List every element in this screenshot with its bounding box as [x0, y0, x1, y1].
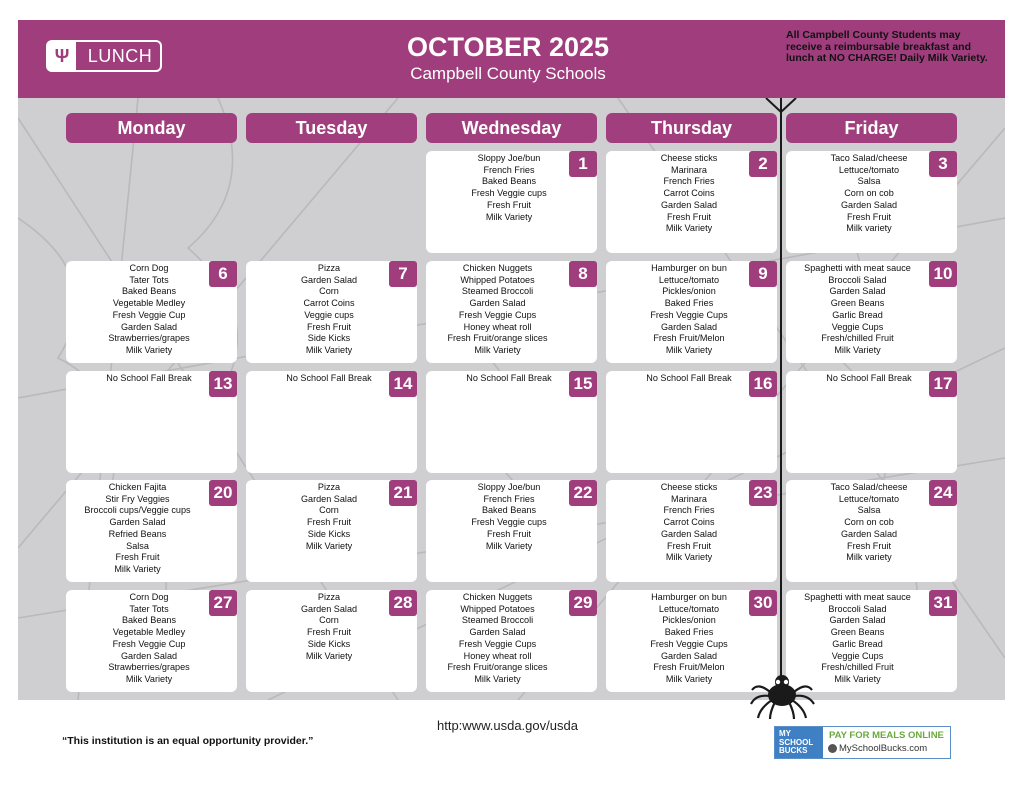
day-cell-monday	[66, 371, 237, 473]
menu-item: Carrot Coins	[663, 188, 715, 199]
day-cell-wednesday	[426, 480, 597, 582]
menu-list	[66, 263, 232, 357]
menu-item: Fresh Veggie Cups	[458, 309, 537, 320]
menu-item: Milk Variety	[665, 223, 713, 234]
menu-item: Spaghetti with meat sauce	[804, 592, 911, 602]
page-title: OCTOBER 2025	[406, 32, 610, 62]
menu-item: Tater Tots	[129, 603, 169, 614]
menu-item: Fresh Fruit/orange slices	[447, 333, 548, 344]
calendar-header	[18, 20, 1005, 98]
day-header-wednesday: Wednesday	[426, 113, 597, 143]
date-number: 7	[389, 261, 417, 287]
menu-item: Milk Variety	[125, 673, 173, 684]
menu-list	[786, 153, 952, 235]
menu-item: Garden Salad	[120, 650, 178, 661]
menu-item: Broccoli Salad	[828, 603, 887, 614]
menu-item: Veggie Cups	[831, 321, 884, 332]
date-number: 28	[389, 590, 417, 616]
menu-item: Garden Salad	[840, 528, 898, 539]
menu-item: Milk Variety	[474, 344, 521, 355]
day-cell-tuesday	[246, 261, 417, 363]
menu-item: Corn Dog	[129, 592, 169, 602]
menu-item: Garden Salad	[840, 199, 898, 210]
menu-item: Fresh Fruit/Melon	[653, 333, 725, 344]
menu-item: Baked Fries	[664, 298, 714, 309]
menu-list	[426, 263, 569, 357]
day-cell-tuesday	[246, 371, 417, 473]
menu-item: Milk Variety	[485, 211, 533, 222]
menu-item: Garden Salad	[469, 627, 526, 638]
menu-item: Strawberries/grapes	[108, 662, 190, 673]
myschoolbucks-badge[interactable]	[774, 726, 951, 759]
menu-item: Stir Fry Veggies	[105, 493, 170, 504]
menu-item: Side Kicks	[307, 333, 351, 344]
date-number: 8	[569, 261, 597, 287]
menu-item: Cheese sticks	[660, 153, 718, 163]
menu-item: Fresh Fruit	[847, 540, 891, 551]
menu-item: Fresh Veggie cups	[471, 517, 547, 528]
menu-item: Milk Variety	[125, 344, 173, 355]
menu-item: Refried Beans	[108, 528, 167, 539]
date-number: 27	[209, 590, 237, 616]
menu-item: Milk Variety	[665, 344, 713, 355]
date-number: 24	[929, 480, 957, 506]
menu-item: Green Beans	[830, 298, 885, 309]
menu-item: Taco Salad/cheese	[830, 482, 908, 492]
menu-item: Taco Salad/cheese	[830, 153, 908, 163]
day-cell-friday	[786, 480, 957, 582]
menu-item: Milk Variety	[474, 673, 521, 684]
date-number: 13	[209, 371, 237, 397]
menu-item: No School Fall Break	[286, 373, 372, 383]
day-header-thursday: Thursday	[606, 113, 777, 143]
menu-item: Garden Salad	[120, 321, 178, 332]
day-cell-thursday	[606, 261, 777, 363]
day-cell-friday	[786, 151, 957, 253]
menu-item: Garden Salad	[469, 298, 526, 309]
menu-item: Pickles/onion	[662, 615, 716, 626]
spider-icon	[748, 668, 818, 720]
menu-item: Carrot Coins	[663, 517, 715, 528]
menu-item: Cheese sticks	[660, 482, 718, 492]
page-subtitle: Campbell County Schools	[410, 64, 606, 83]
day-cell-thursday	[606, 151, 777, 253]
menu-item: Fresh Veggie Cups	[458, 638, 537, 649]
day-cell-wednesday	[426, 261, 597, 363]
day-cell-monday	[66, 590, 237, 692]
menu-list	[246, 373, 412, 385]
menu-list	[426, 153, 592, 223]
menu-item: Hamburger on bun	[651, 263, 727, 273]
menu-item: Corn on cob	[844, 188, 894, 199]
day-cell-wednesday	[426, 151, 597, 253]
day-cell-thursday	[606, 480, 777, 582]
date-number: 6	[209, 261, 237, 287]
menu-item: Garden Salad	[660, 650, 718, 661]
menu-item: Garden Salad	[300, 493, 358, 504]
date-number: 29	[569, 590, 597, 616]
menu-item: Side Kicks	[307, 528, 351, 539]
menu-item: Fresh Veggie Cups	[650, 309, 728, 320]
menu-item: Fresh Fruit/orange slices	[447, 662, 548, 673]
menu-item: Pizza	[317, 592, 341, 602]
menu-item: Fresh Fruit	[307, 517, 351, 528]
pay-for-meals-label: PAY FOR MEALS ONLINE	[829, 730, 944, 741]
menu-item: Honey wheat roll	[463, 321, 532, 332]
menu-item: Fresh Fruit	[307, 627, 351, 638]
menu-item: Corn on cob	[844, 517, 894, 528]
menu-item: No School Fall Break	[646, 373, 732, 383]
menu-item: Lettuce/tomato	[838, 164, 900, 175]
menu-item: French Fries	[663, 505, 715, 516]
date-number: 17	[929, 371, 957, 397]
menu-item: Marinara	[671, 493, 707, 504]
menu-item: Lettuce/tomato	[838, 493, 900, 504]
menu-item: Broccoli cups/Veggie cups	[84, 505, 191, 516]
menu-item: Steamed Broccoli	[461, 286, 534, 297]
menu-list	[606, 373, 772, 385]
menu-list	[606, 153, 772, 235]
menu-item: No School Fall Break	[106, 373, 192, 383]
day-header-monday: Monday	[66, 113, 237, 143]
menu-item: French Fries	[663, 176, 715, 187]
menu-list	[786, 263, 929, 357]
menu-item: Fresh Veggie Cups	[650, 638, 728, 649]
menu-item: Side Kicks	[307, 638, 351, 649]
menu-item: Fresh Fruit/Melon	[653, 662, 725, 673]
menu-item: Fresh/chilled Fruit	[821, 333, 894, 344]
menu-item: Fresh Fruit	[487, 528, 531, 539]
menu-item: Vegetable Medley	[112, 627, 186, 638]
menu-item: No School Fall Break	[826, 373, 912, 383]
menu-item: Milk Variety	[834, 673, 881, 684]
menu-item: Garden Salad	[300, 603, 358, 614]
menu-list	[66, 373, 232, 385]
menu-item: Garden Salad	[829, 615, 886, 626]
menu-item: Fresh Fruit	[115, 552, 160, 563]
menu-item: Sloppy Joe/bun	[477, 153, 541, 163]
menu-item: Garden Salad	[660, 321, 718, 332]
menu-item: Baked Beans	[121, 615, 177, 626]
date-number: 3	[929, 151, 957, 177]
menu-item: Broccoli Salad	[828, 274, 887, 285]
menu-list	[246, 482, 412, 552]
menu-item: Baked Beans	[481, 505, 537, 516]
equal-opportunity-statement: “This institution is an equal opportunity provider.”	[62, 735, 314, 747]
menu-list	[66, 482, 209, 576]
menu-item: No School Fall Break	[466, 373, 552, 383]
menu-list	[426, 482, 592, 552]
menu-item: Garden Salad	[109, 517, 166, 528]
menu-item: Fresh/chilled Fruit	[821, 662, 894, 673]
menu-item: Corn	[319, 286, 339, 297]
menu-item: Milk Variety	[305, 650, 353, 661]
menu-item: Pickles/onion	[662, 286, 716, 297]
menu-list	[786, 373, 952, 385]
menu-item: Whipped Potatoes	[460, 274, 535, 285]
date-number: 22	[569, 480, 597, 506]
menu-list	[606, 482, 772, 564]
menu-item: Lettuce/tomato	[658, 603, 720, 614]
menu-item: French Fries	[483, 493, 535, 504]
day-cell-wednesday	[426, 371, 597, 473]
menu-item: Garlic Bread	[832, 638, 883, 649]
menu-item: Whipped Potatoes	[460, 603, 535, 614]
day-cell-monday	[66, 480, 237, 582]
menu-item: Fresh Fruit	[667, 211, 711, 222]
day-cell-friday	[786, 261, 957, 363]
date-number: 1	[569, 151, 597, 177]
menu-item: Milk Variety	[665, 552, 713, 563]
menu-item: Veggie Cups	[831, 650, 884, 661]
lunch-logo-label: LUNCH	[87, 46, 153, 66]
menu-item: Baked Beans	[121, 286, 177, 297]
day-header-tuesday: Tuesday	[246, 113, 417, 143]
menu-item: Corn	[319, 505, 339, 516]
menu-item: Lettuce/tomato	[658, 274, 720, 285]
menu-item: Vegetable Medley	[112, 298, 186, 309]
menu-item: Fresh Fruit	[847, 211, 891, 222]
menu-item: Baked Fries	[664, 627, 714, 638]
usda-url[interactable]: http:www.usda.gov/usda	[437, 718, 578, 733]
menu-item: Tater Tots	[129, 274, 169, 285]
menu-list	[66, 592, 232, 686]
date-number: 31	[929, 590, 957, 616]
fork-icon: Ψ	[48, 42, 76, 70]
menu-list	[426, 373, 592, 385]
date-number: 30	[749, 590, 777, 616]
menu-item: Milk Variety	[665, 673, 713, 684]
menu-item: Carrot Coins	[303, 298, 355, 309]
menu-item: Garden Salad	[660, 528, 718, 539]
menu-item: Fresh Fruit	[307, 321, 351, 332]
menu-item: Pizza	[317, 482, 341, 492]
day-cell-thursday	[606, 371, 777, 473]
day-header-friday: Friday	[786, 113, 957, 143]
lunch-logo	[46, 40, 162, 72]
menu-item: Fresh Fruit	[487, 199, 531, 210]
day-cell-tuesday	[246, 480, 417, 582]
menu-item: Salsa	[126, 540, 149, 551]
menu-item: Fresh Veggie Cup	[112, 638, 186, 649]
menu-item: Garlic Bread	[832, 309, 883, 320]
menu-item: Garden Salad	[660, 199, 718, 210]
menu-list	[246, 263, 412, 357]
date-number: 20	[209, 480, 237, 506]
date-number: 21	[389, 480, 417, 506]
menu-item: Hamburger on bun	[651, 592, 727, 602]
date-number: 16	[749, 371, 777, 397]
menu-item: Milk Variety	[114, 563, 161, 574]
menu-item: Fresh Veggie Cup	[112, 309, 186, 320]
date-number: 10	[929, 261, 957, 287]
menu-item: Milk Variety	[305, 540, 353, 551]
menu-item: Salsa	[857, 176, 881, 187]
menu-item: Milk Variety	[834, 344, 881, 355]
menu-item: Spaghetti with meat sauce	[804, 263, 911, 273]
menu-item: Salsa	[857, 505, 881, 516]
menu-item: Milk Variety	[485, 540, 533, 551]
myschoolbucks-logo: MY SCHOOL BUCKS	[775, 727, 823, 758]
menu-item: French Fries	[483, 164, 535, 175]
menu-item: Milk Variety	[305, 344, 353, 355]
no-charge-note: All Campbell County Students may receive a reimbursable breakfast and lunch at NO CHARGE! Daily Milk Variety.	[786, 29, 988, 64]
menu-item: Garden Salad	[300, 274, 358, 285]
menu-item: Green Beans	[830, 627, 885, 638]
menu-item: Chicken Nuggets	[462, 592, 533, 602]
menu-item: Milk variety	[846, 223, 892, 234]
menu-item: Corn Dog	[129, 263, 169, 273]
menu-item: Fresh Veggie cups	[471, 188, 547, 199]
menu-item: Chicken Fajita	[108, 482, 167, 492]
date-number: 15	[569, 371, 597, 397]
menu-item: Steamed Broccoli	[461, 615, 534, 626]
date-number: 23	[749, 480, 777, 506]
menu-item: Baked Beans	[481, 176, 537, 187]
menu-list	[246, 592, 412, 662]
menu-list	[786, 482, 952, 564]
menu-item: Marinara	[671, 164, 707, 175]
menu-item: Corn	[319, 615, 339, 626]
menu-list	[426, 592, 569, 686]
date-number: 14	[389, 371, 417, 397]
day-cell-tuesday	[246, 590, 417, 692]
day-cell-wednesday	[426, 590, 597, 692]
menu-list	[606, 263, 772, 357]
menu-item: Garden Salad	[829, 286, 886, 297]
myschoolbucks-site: MySchoolBucks.com	[839, 743, 928, 754]
date-number: 2	[749, 151, 777, 177]
day-cell-monday	[66, 261, 237, 363]
menu-item: Strawberries/grapes	[108, 333, 190, 344]
globe-icon	[828, 744, 837, 753]
menu-item: Chicken Nuggets	[462, 263, 533, 273]
menu-item: Fresh Fruit	[667, 540, 711, 551]
menu-item: Pizza	[317, 263, 341, 273]
menu-item: Honey wheat roll	[463, 650, 532, 661]
menu-item: Veggie cups	[304, 309, 354, 320]
day-cell-friday	[786, 371, 957, 473]
menu-item: Milk variety	[846, 552, 892, 563]
date-number: 9	[749, 261, 777, 287]
menu-item: Sloppy Joe/bun	[477, 482, 541, 492]
